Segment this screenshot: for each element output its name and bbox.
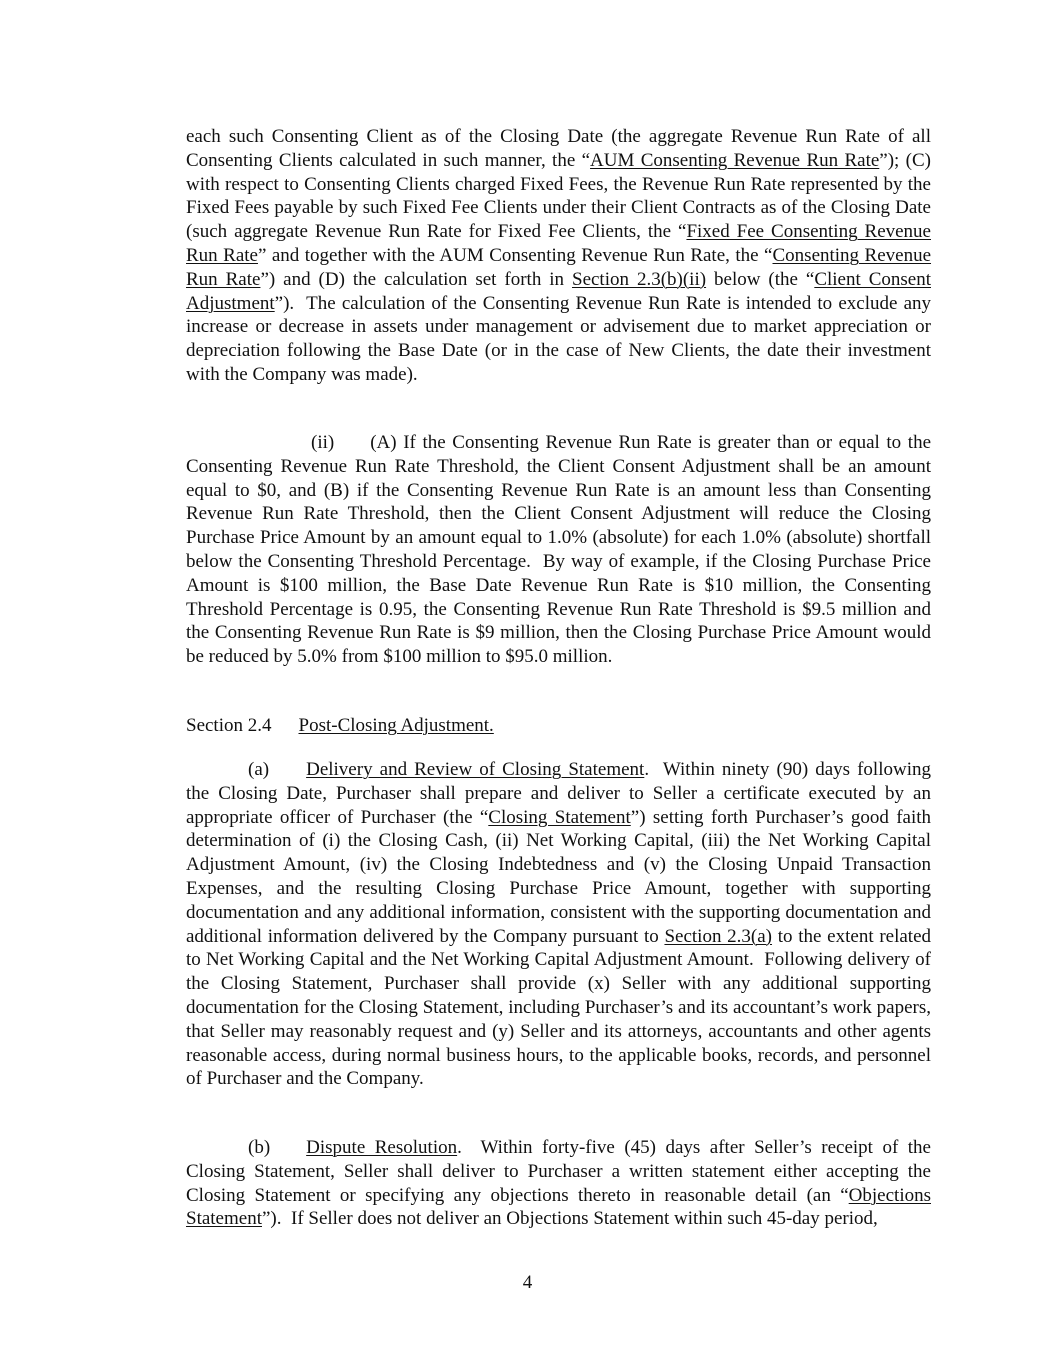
text-run: ”) setting forth Purchaser’s good faith determination of (i) the Closing Cash, (ii) Net Working Capital, (iii) the Net Working Capital Adjustment Amount, (iv) the Closing Indebtedness and (v) the Closing Unpaid Transaction Expenses, and the resulting Closing Purchase Price Amount, together with supporting documentation and any additional information, consistent with the supporting documentation and additional information delivered by the Company pursuant to	[186, 806, 932, 947]
paragraph-b-dispute-resolution	[186, 1136, 931, 1231]
defined-term-client-consent-adjustment: Client Consent Adjustment	[186, 268, 931, 314]
text-run: ”) and (D) the calculation set forth in	[260, 268, 572, 290]
text-run: to the extent related to Net Working Capital and the Net Working Capital Adjustment Amount. Following delivery of the Closing Statement, Purchaser shall provide (x) Seller with any additional supporting documentation for the Closing Statement, including Purchaser’s and its accountant’s work papers, that Seller may reasonably request and (y) Seller and its attorneys, accountants and other agents reasonable access, during normal business hours, to the applicable books, records, and personnel of Purchaser and the Company.	[186, 925, 931, 1090]
page-number: 4	[522, 1272, 533, 1293]
text-run: (A) If the Consenting Revenue Run Rate is greater than or equal to the Consenting Revenue Run Rate Threshold, the Client Consent Adjustment shall be an amount equal to $0, and (B) if the Consenting Revenue Run Rate is an amount less than Consenting Revenue Run Rate Threshold, then the Client Consent Adjustment will reduce the Closing Purchase Price Amount by an amount equal to 1.0% (absolute) for each 1.0% (absolute) shortfall below the Consenting Threshold Percentage. By way of example, if the Closing Purchase Price Amount is $100 million, the Base Date Revenue Run Rate is $10 million, the Consenting Threshold Percentage is 0.95, the Consenting Revenue Run Rate Threshold is $9.5 million and the Consenting Revenue Run Rate is $9 million, then the Closing Purchase Price Amount would be reduced by 5.0% from $100 million to $95.0 million.	[186, 432, 931, 668]
text-run: below (the “	[706, 268, 815, 290]
defined-term-consenting-revenue-run-rate: Consenting Revenue Run Rate	[186, 244, 932, 290]
text-run: each such Consenting Client as of the Closing Date (the aggregate Revenue Run Rate of all Consenting Clients calculated in such manner, the “	[186, 126, 931, 171]
clause-number: (ii)	[311, 432, 335, 453]
text-run: ”). If Seller does not deliver an Objections Statement within such 45-day period,	[261, 1208, 878, 1230]
section-number: Section 2.4	[186, 715, 272, 736]
text-run: ”). The calculation of the Consenting Revenue Run Rate is intended to exclude any increase or decrease in assets under management or advisement due to market appreciation or depreciation following the Base Date (or in the case of New Clients, the date their investment with the Company was made).	[186, 292, 931, 385]
text-run: ”); (C) with respect to Consenting Clients charged Fixed Fees, the Revenue Run Rate represented by the Fixed Fees payable by such Fixed Fee Clients under their Client Contracts as of the Closing Date (such aggregate Revenue Run Rate for Fixed Fee Clients, the “	[186, 149, 932, 243]
paragraph-ii-client-consent-adjustment	[186, 431, 931, 669]
clause-heading: Dispute Resolution	[306, 1137, 458, 1158]
cross-reference-section-2-3-b-ii: Section 2.3(b)(ii)	[572, 268, 707, 290]
clause-heading: Delivery and Review of Closing Statement	[306, 759, 645, 780]
text-run: ” and together with the AUM Consenting Revenue Run Rate, the “	[257, 244, 773, 266]
cross-reference-section-2-3-a: Section 2.3(a)	[664, 925, 773, 947]
defined-term-closing-statement: Closing Statement	[488, 806, 631, 828]
clause-number: (b)	[248, 1137, 271, 1158]
section-title: Post-Closing Adjustment.	[298, 715, 494, 736]
defined-term-aum-consenting-revenue-run-rate: AUM Consenting Revenue Run Rate	[590, 149, 880, 171]
paragraph-a-closing-statement	[186, 758, 931, 1091]
defined-term-objections-statement: Objections Statement	[186, 1184, 931, 1230]
text-run: . Within ninety (90) days following the Closing Date, Purchaser shall prepare and deliver to Seller a certificate executed by an appropriate officer of Purchaser (the “	[186, 759, 931, 828]
text-run: . Within forty-five (45) days after Seller’s receipt of the Closing Statement, Seller shall deliver to Purchaser a written statement either accepting the Closing Statement or specifying any objections thereto in reasonable detail (an “	[186, 1137, 931, 1206]
section-heading	[186, 714, 931, 738]
paragraph-consenting-revenue-run-rate	[186, 125, 931, 387]
clause-number: (a)	[248, 759, 270, 780]
defined-term-fixed-fee-consenting-revenue-run-rate: Fixed Fee Consenting Revenue Run Rate	[186, 221, 931, 266]
